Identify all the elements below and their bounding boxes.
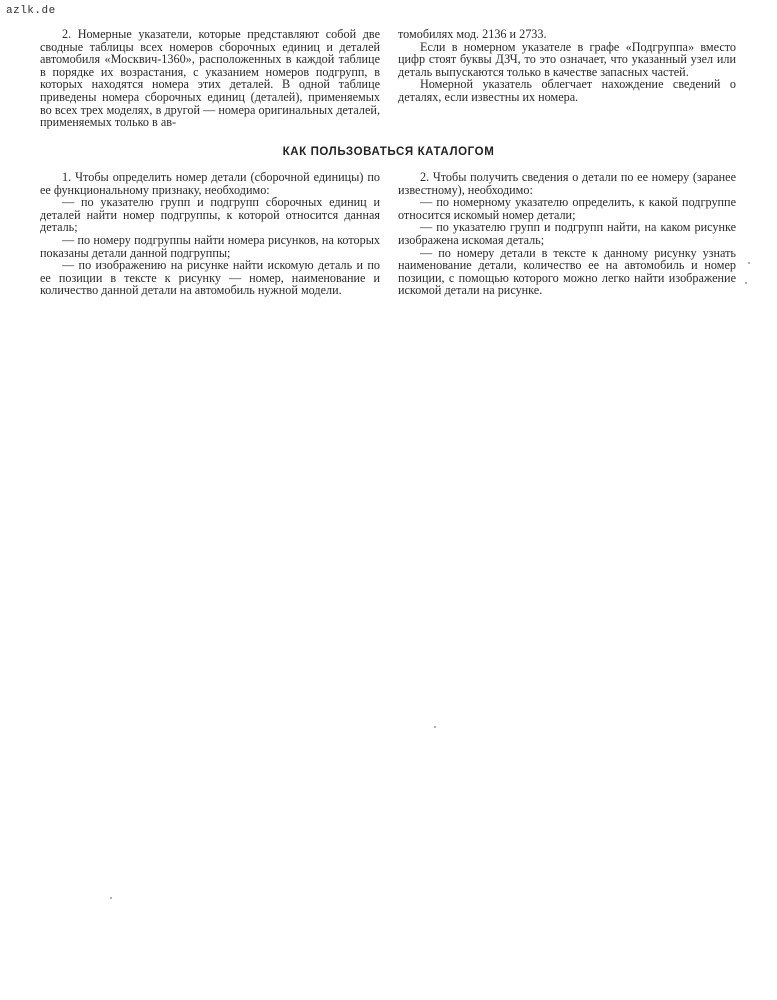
number-index-paragraph: 2. Номерные указатели, которые представляют собой две сводные таблицы всех номеров сборочных единиц и деталей автомобиля «Москвич-1360», расположенных в каждой таблице в порядке их возрастания, с указанием номеров подгрупп, в которых находятся номера этих деталей. В одной таблице приведены номера сборочных единиц (деталей), применяемых во всех трех моделях, в другой — номера оригинальных деталей, применяемых только в ав- [40,27,380,130]
usage-step-1-intro: 1. Чтобы определить номер детали (сборочной единицы) по ее функциональному признаку, необходимо: [40,170,380,197]
usage-step-1-item-c: — по изображению на рисунке найти искомую деталь и по ее позиции в тексте к рисунку — номер, наименование и количество данной детали на автомобиль нужной модели. [40,258,380,298]
usage-step-1-item-b: — по номеру подгруппы найти номера рисунков, на которых показаны детали данной подгруппы; [40,232,380,260]
dzch-paragraph: Если в номерном указателе в графе «Подгруппа» вместо цифр стоят буквы ДЗЧ, то это означает, что указанный узел или деталь выпускаются только в качестве запасных частей. [398,39,736,79]
scan-speck [110,897,112,899]
usage-right-column [398,171,736,297]
scan-speck [745,282,747,284]
usage-step-2-intro: 2. Чтобы получить сведения о детали по ее номеру (заранее известному), необходимо: [398,170,736,197]
usage-step-2-item-b: — по указателю групп и подгрупп найти, на каком рисунке изображена искомая деталь; [398,220,736,247]
usage-step-1-item-a: — по указателю групп и подгрупп сборочных единиц и деталей найти номер подгруппы, к которой относится данная деталь; [40,195,380,235]
scan-speck [434,726,436,728]
index-benefit-paragraph: Номерной указатель облегчает нахождение сведений о деталях, если известны их номера. [398,77,736,104]
intro-left-column [40,28,380,129]
intro-right-column [398,28,736,104]
usage-step-2-item-a: — по номерному указателю определить, к какой подгруппе относится искомый номер детали; [398,195,736,222]
usage-left-column [40,171,380,297]
section-heading: КАК ПОЛЬЗОВАТЬСЯ КАТАЛОГОМ [282,146,495,158]
site-watermark: azlk.de [6,5,56,17]
continuation-line: томобилях мод. 2136 и 2733. [398,27,547,41]
usage-step-2-item-c: — по номеру детали в тексте к данному рисунку узнать наименование детали, количество ее на автомобиль и номер позиции, с помощью которого можно легко найти изображение искомой детали на рисунке. [398,245,736,298]
scan-speck [748,262,750,264]
